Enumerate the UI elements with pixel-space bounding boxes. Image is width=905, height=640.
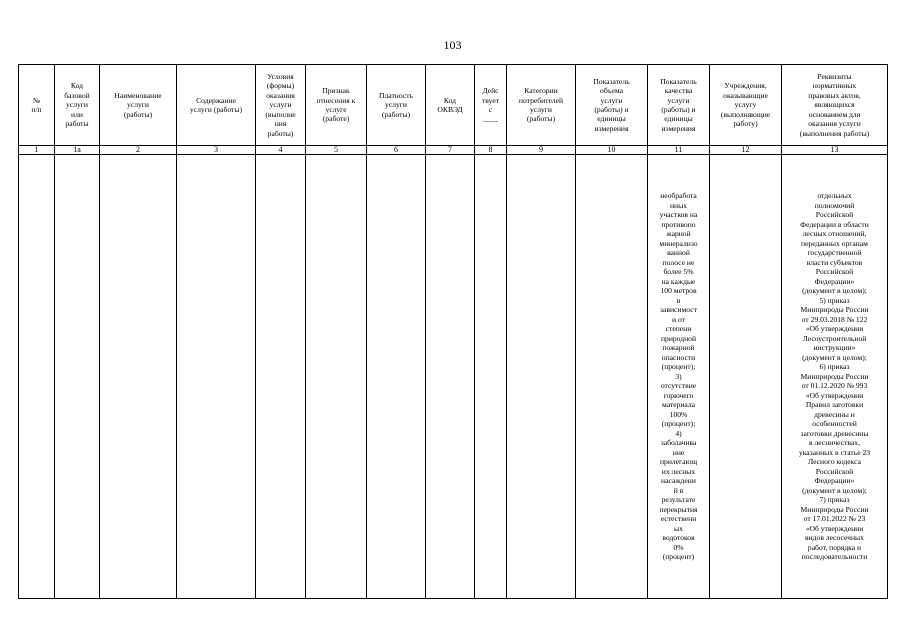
cell-quality-indicators: необработа нных участков на противопо жарной минерализо ванной полосе не более 5% на каждые 100 метров в зависимост и от степени природной пожарной опасности (процент); 3) отсутствие горючего материала 100% (процент); 4) заболачива ние прилегающ их лесных насаждени й в результате перекрытия естественн ых водотоков 0% (процент)	[648, 155, 710, 599]
cell-empty	[507, 155, 576, 599]
column-number: 3	[177, 146, 256, 155]
column-number: 11	[648, 146, 710, 155]
services-registry-table	[18, 64, 888, 599]
header-cell-service-name: Наименование услуги (работы)	[100, 65, 177, 146]
cell-empty	[177, 155, 256, 599]
column-number: 4	[256, 146, 306, 155]
column-number: 12	[710, 146, 782, 155]
column-number: 1	[19, 146, 55, 155]
cell-empty	[306, 155, 367, 599]
header-cell-okved: Код ОКВЭД	[426, 65, 475, 146]
cell-empty	[576, 155, 648, 599]
cell-legal-acts: отдельных полномочий Российской Федерации в области лесных отношений, переданных органам государственной власти субъектов Российской Федерации» (документ в целом); 5) приказ Минприроды России от 29.03.2018 № 122 «Об утверждении Лесоустроительной инструкции» (документ в целом); 6) приказ Минприроды России от 01.12.2020 № 993 «Об утверждении Правил заготовки древесины и особенностей заготовки древесины в лесничествах, указанных в статье 23 Лесного кодекса Российской Федерации» (документ в целом); 7) приказ Минприроды России от 17.01.2022 № 23 «Об утверждении видов лесосечных работ, порядка и последовательности	[782, 155, 888, 599]
header-cell-conditions: Условия (формы) оказания услуги (выполне ния работы)	[256, 65, 306, 146]
cell-empty	[426, 155, 475, 599]
cell-empty	[256, 155, 306, 599]
column-number-row	[19, 146, 888, 155]
cell-empty	[367, 155, 426, 599]
page-number: 103	[443, 38, 462, 52]
cell-empty	[710, 155, 782, 599]
column-number: 5	[306, 146, 367, 155]
column-number: 7	[426, 146, 475, 155]
header-cell-num: № п/п	[19, 65, 55, 146]
header-cell-institutions: Учреждения, оказывающие услугу (выполняющие работу)	[710, 65, 782, 146]
cell-empty	[100, 155, 177, 599]
column-number: 1а	[55, 146, 100, 155]
header-cell-base-code: Код базовой услуги или работы	[55, 65, 100, 146]
header-cell-legal-acts: Реквизиты нормативных правовых актов, являющихся основанием для оказания услуги (выполнения работы)	[782, 65, 888, 146]
header-cell-quality: Показатель качества услуги (работы) и единицы измерения	[648, 65, 710, 146]
column-number: 13	[782, 146, 888, 155]
header-cell-attribute: Признак отнесения к услуге (работе)	[306, 65, 367, 146]
header-cell-valid-from: Дейс твует с ____	[475, 65, 507, 146]
header-cell-volume: Показатель объема услуги (работы) и единицы измерения	[576, 65, 648, 146]
header-cell-payment: Платность услуги (работы)	[367, 65, 426, 146]
column-number: 2	[100, 146, 177, 155]
cell-empty	[55, 155, 100, 599]
header-cell-consumers: Категории потребителей услуги (работы)	[507, 65, 576, 146]
column-number: 6	[367, 146, 426, 155]
column-number: 10	[576, 146, 648, 155]
cell-empty	[475, 155, 507, 599]
column-number: 9	[507, 146, 576, 155]
column-number: 8	[475, 146, 507, 155]
cell-empty	[19, 155, 55, 599]
header-cell-content: Содержание услуги (работы)	[177, 65, 256, 146]
table-row	[19, 155, 888, 599]
header-row	[19, 65, 888, 146]
